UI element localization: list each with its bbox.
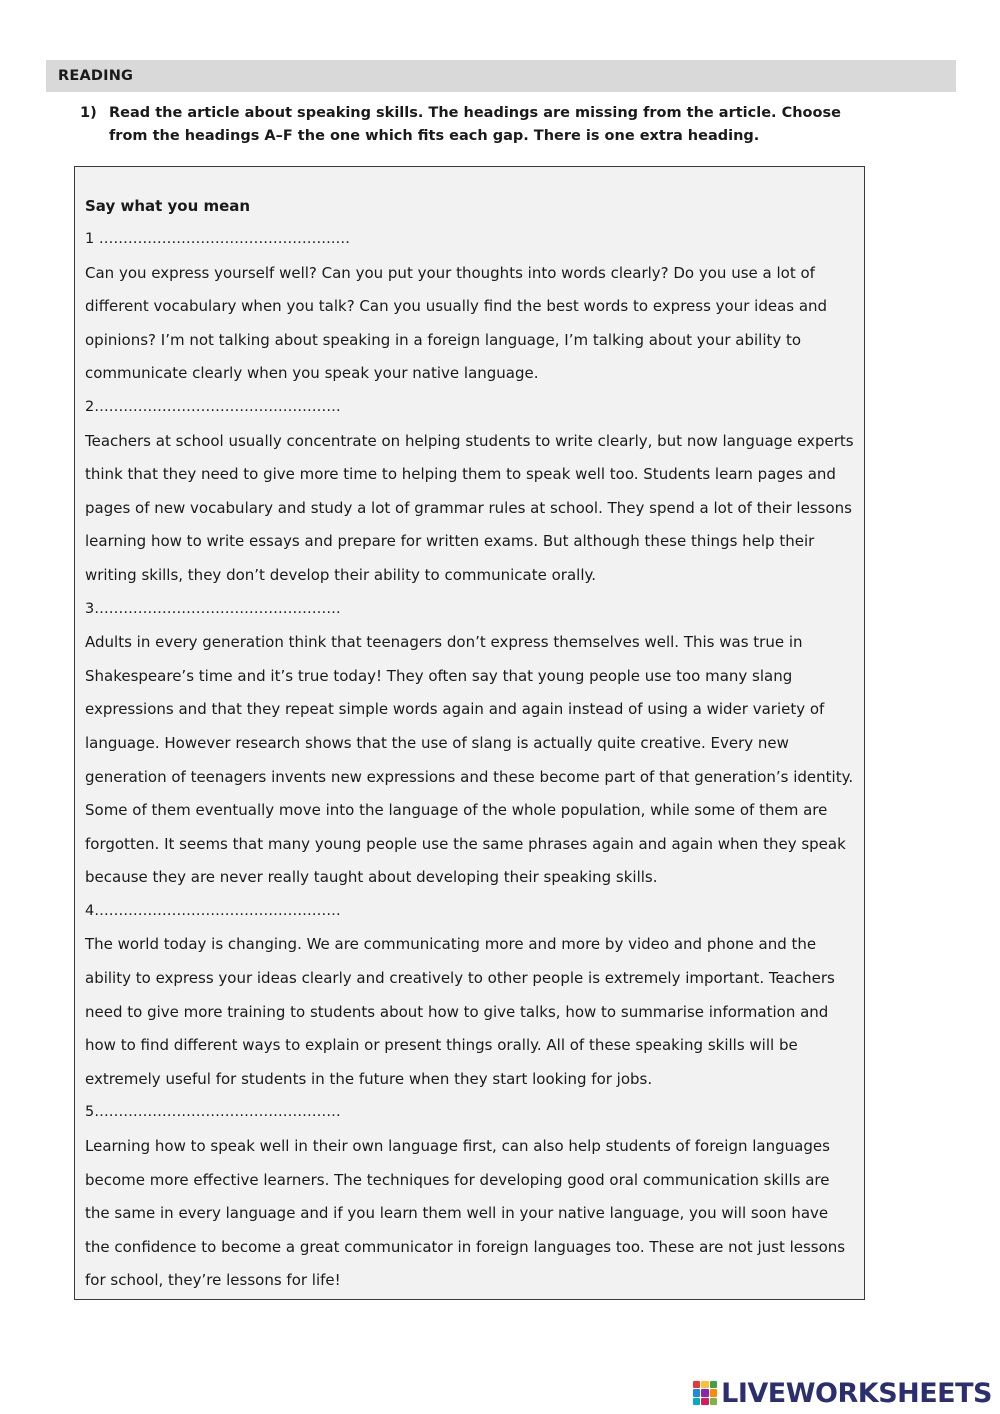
- liveworksheets-logo: [693, 1376, 992, 1410]
- liveworksheets-logo-icon: [693, 1381, 717, 1405]
- paragraph-1: Can you express yourself well? Can you put your thoughts into words clearly? Do you use a lot of different vocabulary when you talk? Can you usually find the best words to express your ideas and opinions? I’m not talking about speaking in a foreign language, I’m talking about your ability to communicate clearly when you speak your native language.: [85, 263, 828, 383]
- paragraph-2: Teachers at school usually concentrate on helping students to write clearly, but now language experts think that they need to give more time to helping them to speak well too. Students learn pages and pages of new vocabulary and study a lot of grammar rules at school. They spend a lot of their lessons learning how to write essays and prepare for written exams. But although these things help their writing skills, they don’t develop their ability to communicate orally.: [85, 431, 854, 584]
- gap-1-blank[interactable]: 1 ………………………………………….…: [85, 231, 350, 247]
- paragraph-5: Learning how to speak well in their own language first, can also help students of foreign languages become more effective learners. The techniques for developing good oral communication skills are the same in every language and if you learn them well in your native language, you will soon have the confidence to become a great communicator in foreign languages too. These are not just lessons for school, they’re lessons for life!: [85, 1137, 846, 1290]
- gap-4-blank[interactable]: 4……………………………………………: [85, 902, 341, 919]
- paragraph-3: Adults in every generation think that teenagers don’t express themselves well. This was true in Shakespeare’s time and it’s true today! They often say that young people use too many slang expressions and that they repeat simple words again and again instead of using a wider variety of language. However research shows that the use of slang is actually quite creative. Every new generation of teenagers invents new expressions and these become part of that generation’s identity. Some of them eventually move into the language of the whole population, while some of them are forgotten. It seems that many young people use the same phrases again and again when they speak because they are never really taught about developing their speaking skills.: [85, 633, 854, 887]
- article-title: Say what you mean: [85, 197, 251, 215]
- brand-text: LIVEWORKSHEETS: [721, 1377, 992, 1409]
- gap-5-blank[interactable]: 5……………………………………………: [85, 1104, 341, 1121]
- instruction-text: Read the article about speaking skills. The headings are missing from the article. Choose from the headings A–F the one which fits each gap. There is one extra heading.: [109, 105, 841, 144]
- article-box: [74, 166, 865, 1300]
- gap-3-blank[interactable]: 3……………………………………………: [85, 600, 341, 617]
- instruction-number: 1): [80, 105, 97, 121]
- paragraph-4: The world today is changing. We are communicating more and more by video and phone and the ability to express your ideas clearly and creatively to other people is extremely important. Teachers need to give more training to students about how to give talks, how to summarise information and how to find different ways to explain or present things orally. All of these speaking skills will be extremely useful for students in the future when they start looking for jobs.: [85, 935, 835, 1088]
- instruction: [80, 102, 880, 148]
- gap-2-blank[interactable]: 2……………………………………………: [85, 398, 341, 415]
- section-header: [46, 60, 956, 92]
- section-title: READING: [58, 68, 134, 84]
